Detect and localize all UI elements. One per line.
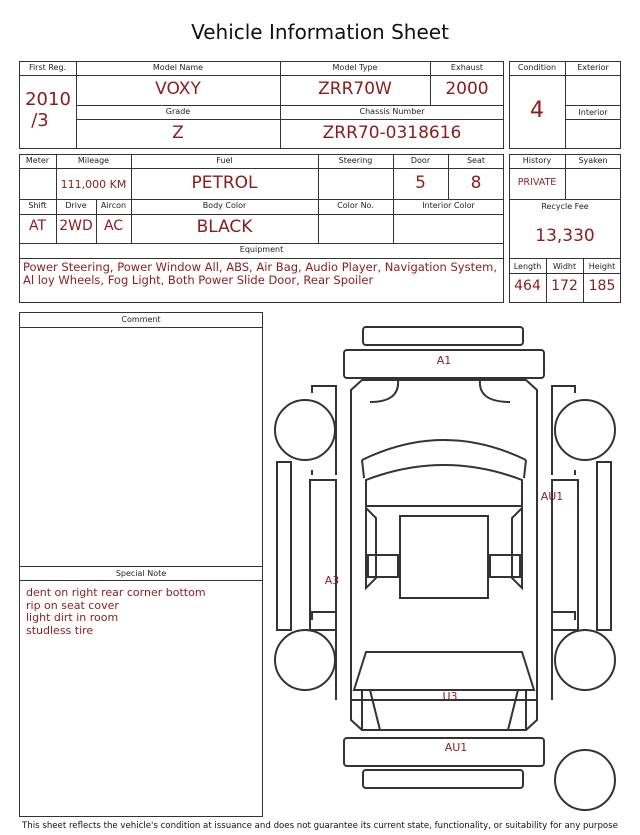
comment-label: Comment — [121, 315, 161, 324]
history-label: History — [522, 156, 552, 165]
special-note-item: studless tire — [26, 623, 94, 637]
aircon-label: Aircon — [100, 201, 127, 210]
height-value: 185 — [588, 278, 616, 294]
damage-mark-rear-bumper: AU1 — [444, 741, 468, 754]
recycle-fee-label: Recycle Fee — [541, 202, 589, 211]
drive-label: Drive — [65, 201, 87, 210]
seat-value: 8 — [470, 173, 482, 193]
shift-label: Shift — [28, 201, 47, 210]
grade-value: Z — [172, 123, 184, 143]
mileage-label: Mileage — [77, 156, 110, 165]
disclaimer-footer: This sheet reflects the vehicle's condition at issuance and does not guarantee its current state, functionality, or suitability for any purpose — [22, 821, 618, 831]
equipment-label: Equipment — [239, 245, 284, 254]
drive-value: 2WD — [59, 218, 93, 234]
color-no-label: Color No. — [337, 201, 374, 210]
first-reg-label: First Reg. — [28, 63, 67, 72]
special-note-item: dent on right rear corner bottom — [26, 586, 206, 599]
first-reg-year: 2010 — [25, 89, 71, 110]
car-damage-diagram — [266, 318, 622, 818]
aircon-value: AC — [103, 218, 124, 234]
grade-label: Grade — [165, 107, 191, 116]
comment-box — [19, 312, 263, 817]
history-value: PRIVATE — [517, 177, 557, 188]
length-value: 464 — [514, 278, 541, 294]
width-value: 172 — [551, 278, 578, 294]
model-name-value: VOXY — [155, 79, 201, 99]
recycle-fee-value: 13,330 — [535, 226, 595, 246]
condition-value: 4 — [530, 98, 544, 123]
door-label: Door — [410, 156, 431, 165]
width-label: Widht — [552, 262, 577, 271]
special-note-label: Special Note — [115, 569, 167, 578]
special-note-item: rip on seat cover — [26, 598, 119, 612]
height-label: Height — [588, 262, 616, 271]
steering-label: Steering — [338, 156, 373, 165]
length-label: Length — [513, 262, 542, 271]
syaken-label: Syaken — [578, 156, 608, 165]
equipment-value: Power Steering, Power Window All, ABS, Air Bag, Audio Player, Navigation System, Al loy Wheels, Fog Light, Both Power Slide Door, Rear Spoiler — [23, 260, 498, 287]
special-note-item: light dirt in room — [26, 611, 119, 624]
chassis-number-label: Chassis Number — [359, 107, 425, 116]
fuel-value: PETROL — [191, 173, 258, 193]
fuel-label: Fuel — [216, 156, 233, 165]
damage-mark-right-side: AU1 — [540, 490, 564, 503]
damage-mark-front: A1 — [436, 354, 452, 367]
first-reg-month: /3 — [31, 110, 49, 131]
sheet-title: Vehicle Information Sheet — [191, 20, 449, 44]
exhaust-label: Exhaust — [450, 63, 484, 72]
interior-color-label: Interior Color — [422, 201, 475, 210]
model-type-label: Model Type — [332, 63, 378, 72]
exterior-label: Exterior — [577, 63, 609, 72]
model-name-label: Model Name — [152, 63, 204, 72]
shift-value: AT — [28, 218, 47, 234]
exhaust-value: 2000 — [445, 79, 489, 99]
condition-label: Condition — [517, 63, 557, 72]
meter-label: Meter — [25, 156, 50, 165]
model-type-value: ZRR70W — [318, 79, 392, 99]
damage-mark-left-side: A3 — [324, 574, 340, 587]
seat-label: Seat — [466, 156, 486, 165]
chassis-number-value: ZRR70-0318616 — [322, 123, 462, 143]
door-value: 5 — [415, 173, 426, 193]
damage-mark-rear-panel: U3 — [442, 690, 458, 703]
special-notes-list — [26, 587, 258, 637]
body-color-value: BLACK — [196, 217, 253, 237]
body-color-label: Body Color — [202, 201, 247, 210]
interior-label: Interior — [578, 108, 608, 117]
mileage-value: 111,000 KM — [60, 178, 127, 191]
